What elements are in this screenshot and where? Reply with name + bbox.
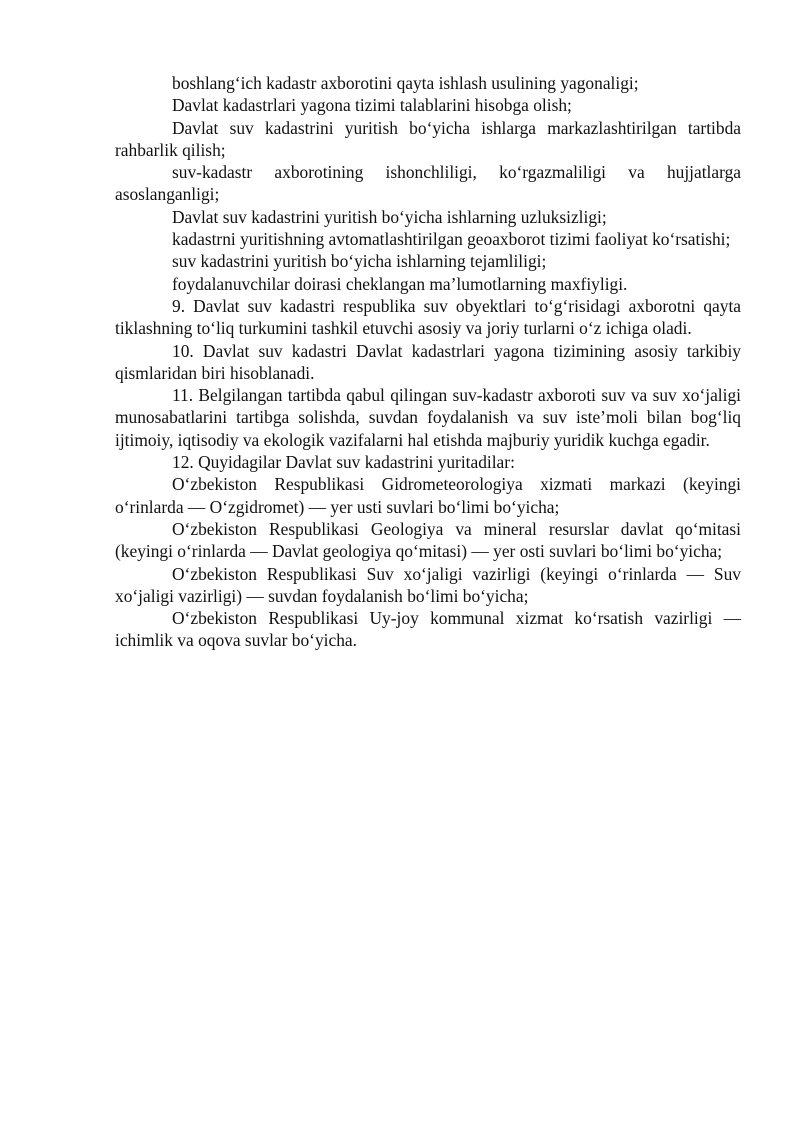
paragraph-clause-9: 9. Davlat suv kadastri respublika suv obyektlari to‘g‘risidagi axborotni qayta tiklashning to‘liq turkumini tashkil etuvchi asosiy va joriy turlarni o‘z ichiga oladi. <box>115 295 741 339</box>
paragraph-automated-gis: kadastrni yuritishning avtomatlashtirilgan geoaxborot tizimi faoliyat ko‘rsatishi; <box>172 229 731 250</box>
paragraph-centralized-management: Davlat suv kadastrini yuritish bo‘yicha ishlarga markazlashtirilgan tartibda rahbarlik qilish; <box>115 117 741 160</box>
paragraph-water-ministry: O‘zbekiston Respublikasi Suv xo‘jaligi vazirligi (keyingi o‘rinlarda — Suv xo‘jaligi vazirligi) — suvdan foydalanish bo‘limi bo‘yicha; <box>115 563 741 606</box>
paragraph-housing-ministry: O‘zbekiston Respublikasi Uy-joy kommunal xizmat ko‘rsatish vazirligi — ichimlik va oqova suvlar bo‘yicha. <box>115 608 741 651</box>
paragraph-unified-system-requirements: Davlat kadastrlari yagona tizimi talablarini hisobga olish; <box>172 95 572 116</box>
paragraph-continuity: Davlat suv kadastrini yuritish bo‘yicha ishlarning uzluksizligi; <box>172 206 607 227</box>
paragraph-uzgidromet: O‘zbekiston Respublikasi Gidrometeorologiya xizmati markazi (keyingi o‘rinlarda — O‘zgidromet) — yer usti suvlari bo‘limi bo‘yicha; <box>115 474 741 517</box>
paragraph-geology-committee: O‘zbekiston Respublikasi Geologiya va mineral resurslar davlat qo‘mitasi (keyingi o‘rinlarda — Davlat geologiya qo‘mitasi) — yer osti suvlari bo‘limi bo‘yicha; <box>115 518 741 562</box>
paragraph-reliability: suv-kadastr axborotining ishonchliligi, ko‘rgazmaliligi va hujjatlarga asoslanganligi; <box>115 162 741 205</box>
document-page <box>115 72 741 652</box>
paragraph-clause-11: 11. Belgilangan tartibda qabul qilingan suv-kadastr axboroti suv va suv xo‘jaligi munosabatlarini tartibga solishda, suvdan foydalanish va suv iste’moli bilan bog‘liq ijtimoiy, iqtisodiy va ekologik vazifalarni hal etishda majburiy yuridik kuchga egadir. <box>115 385 741 450</box>
paragraph-confidentiality: foydalanuvchilar doirasi cheklangan ma’lumotlarning maxfiyligi. <box>172 273 628 294</box>
paragraph-clause-10: 10. Davlat suv kadastri Davlat kadastrlari yagona tizimining asosiy tarkibiy qismlaridan biri hisoblanadi. <box>115 340 741 383</box>
paragraph-cost-efficiency: suv kadastrini yuritish bo‘yicha ishlarning tejamliligi; <box>172 251 547 272</box>
paragraph-uniformity-processing: boshlang‘ich kadastr axborotini qayta ishlash usulining yagonaligi; <box>172 73 639 93</box>
paragraph-clause-12: 12. Quyidagilar Davlat suv kadastrini yuritadilar: <box>172 452 515 473</box>
